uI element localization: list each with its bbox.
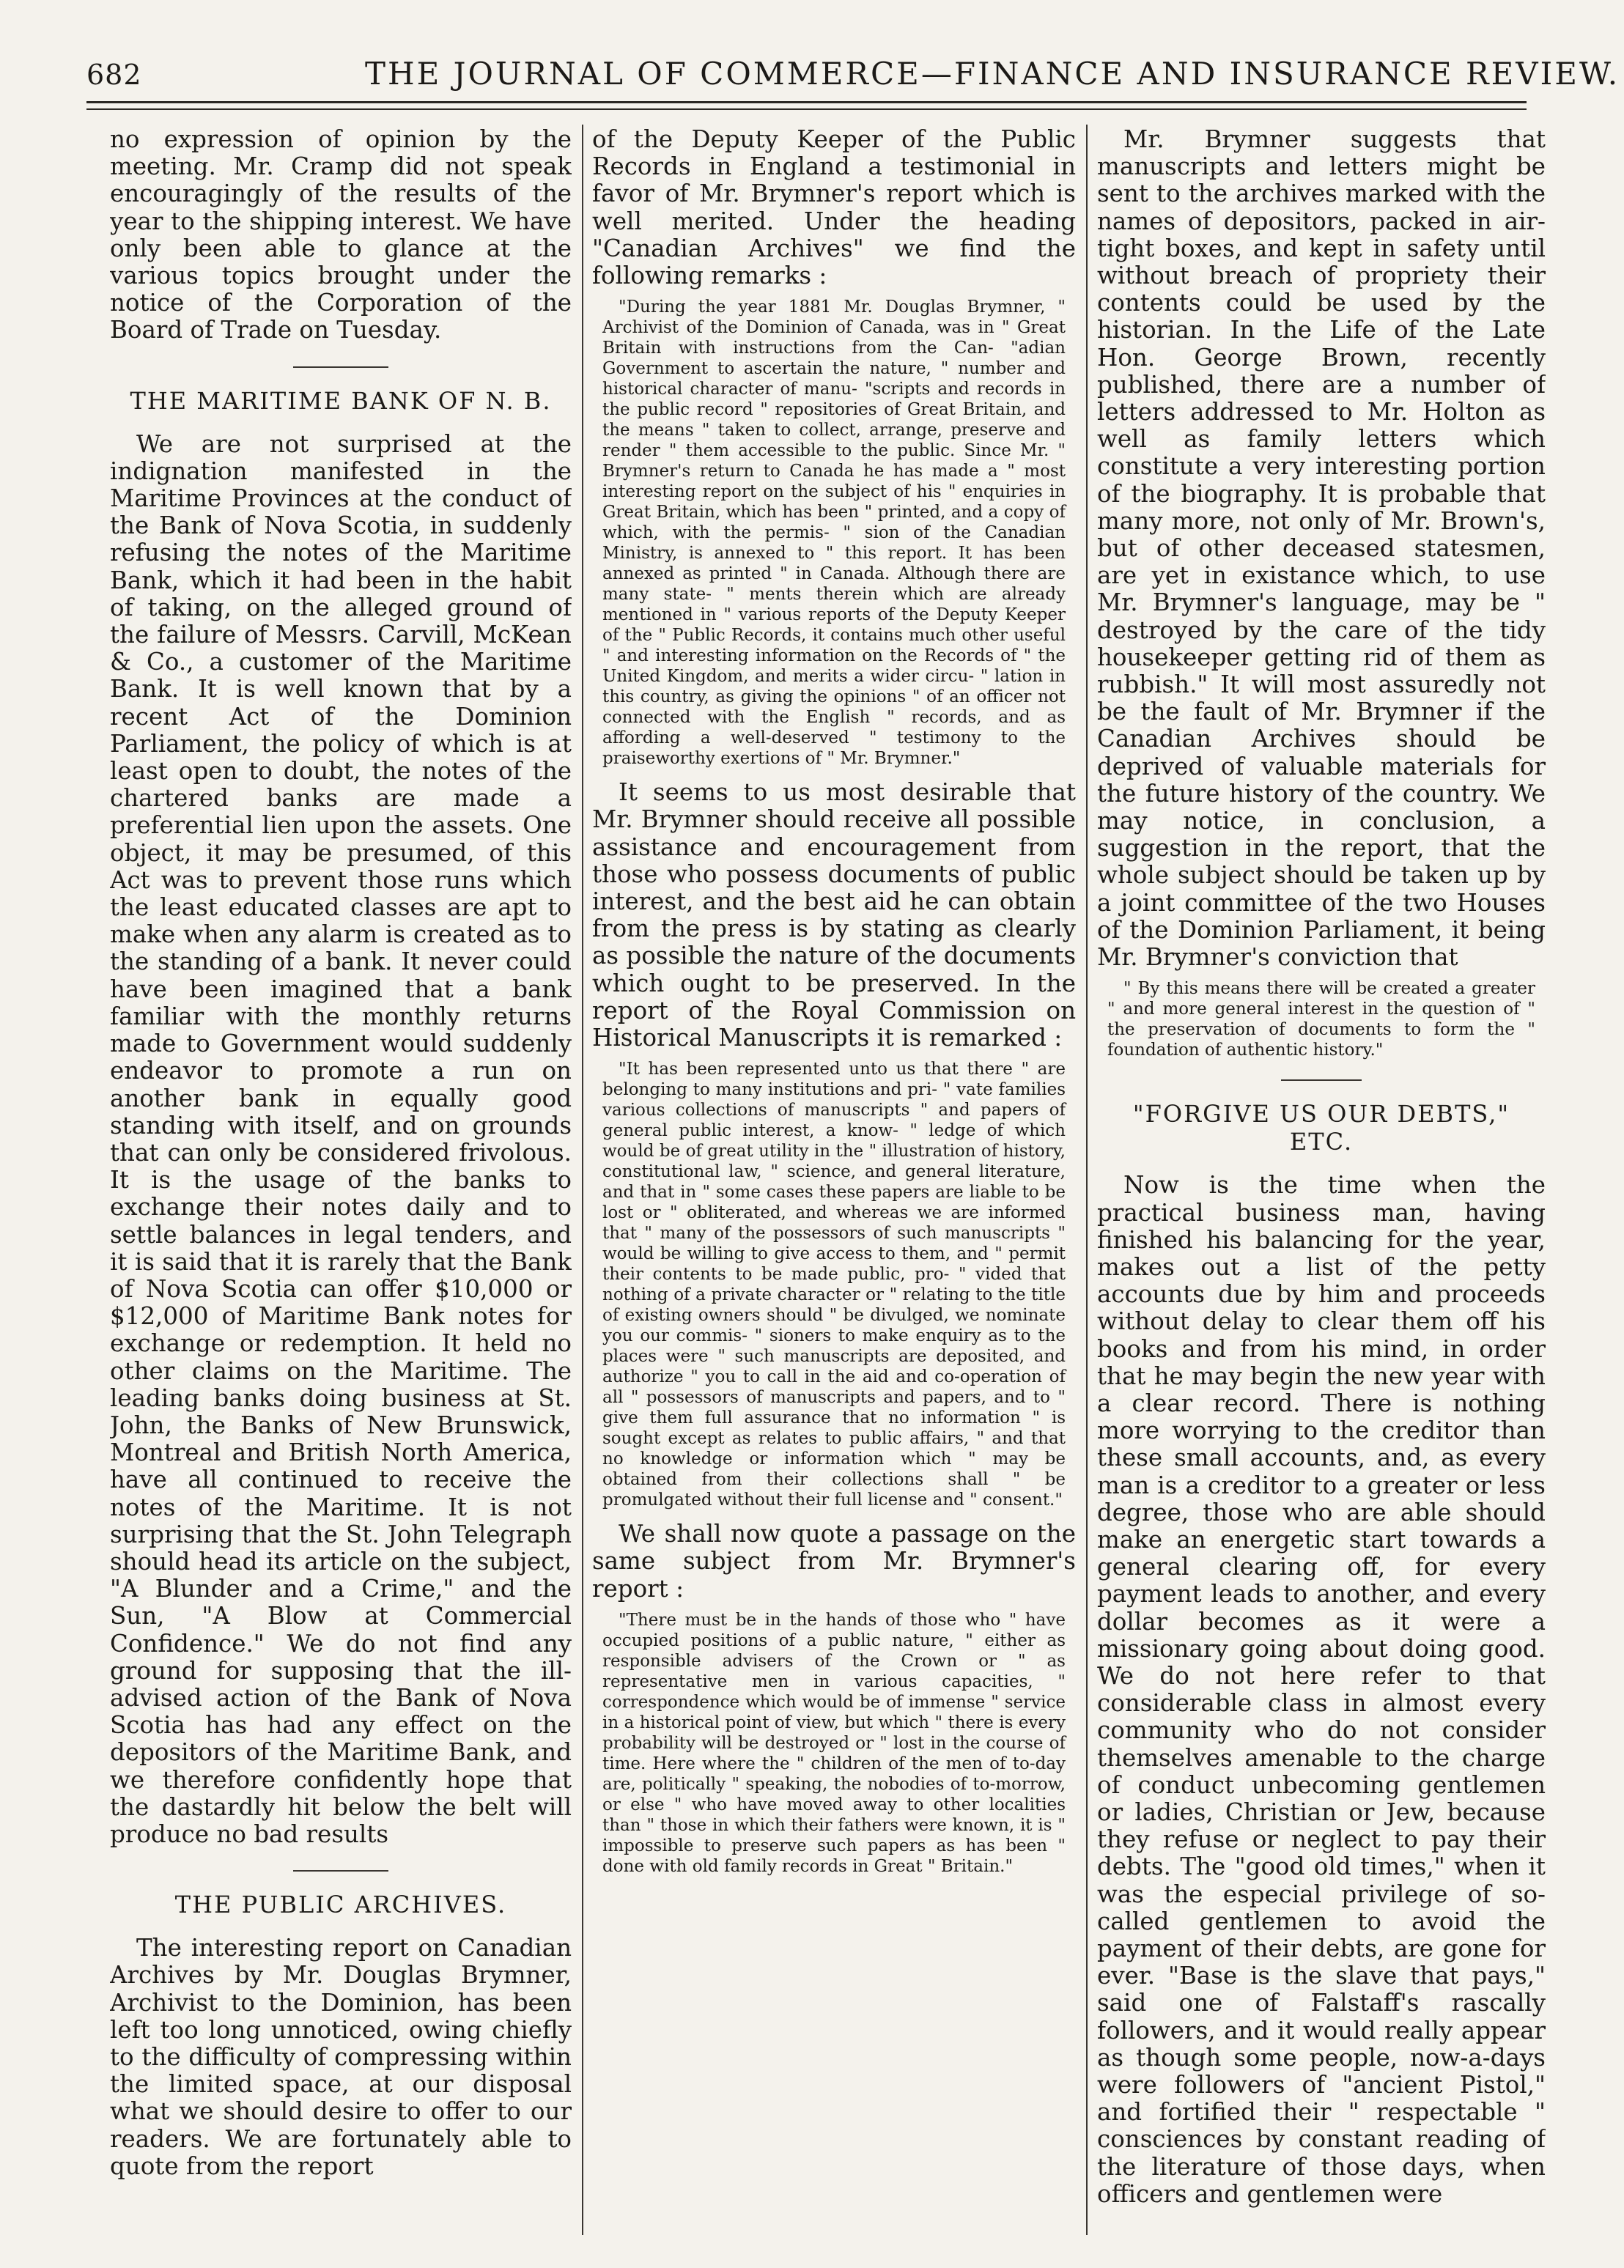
article-separator [1281, 1079, 1362, 1081]
article-separator [293, 366, 388, 368]
archives-continuation: of the Deputy Keeper of the Public Records in England a testimonial in favor of Mr. Brymner's report which is well merited. Under the heading "Canadian Archives" we find the following remarks : [592, 126, 1076, 290]
block-quote-brymner-report: "There must be in the hands of those who " have occupied positions of a public nature, " either as responsible advisers of the Crown or " as representative men in various capacities, " correspondence which would be of immense " service in a historical point of view, but which " there is every probability will be destroyed or " lost in the course of time. Here where the " children of the men of to-day are, politically " speaking, the nobodies of to-morrow, or else " who have moved away to other localities than " those in which their fathers were known, it is " impossible to preserve such papers as has been " done with old family records in Great " Britain." [602, 1610, 1066, 1876]
block-quote-royal-commission: "It has been represented unto us that there " are belonging to many institutions and pri- " vate families various collections of manuscripts " and papers of general public interest, a know- " ledge of which would be of great utility in the " illustration of history, constitutional law, " science, and general literature, and that in " some cases these papers are liable to be lost or " obliterated, and whereas we are informed that " many of the possessors of such manuscripts " would be willing to give access to them, and " permit their contents to be made public, pro- " vided that nothing of a private character or " relating to the title of existing owners should " be divulged, we nominate you our commis- " sioners to make enquiry as to the places were " such manuscripts are deposited, and authorize " you to call in the aid and co-operation of all " possessors of manuscripts and papers, and to " give them full assurance that no information " is sought except as relates to public affairs, " and that no knowledge or information which " may be obtained from their collections shall " be promulgated without their full license and " consent." [602, 1060, 1066, 1510]
block-quote-conviction: " By this means there will be created a greater " and more general interest in the question of " the preservation of documents to form the " foundation of authentic history." [1107, 979, 1535, 1060]
public-archives-heading: THE PUBLIC ARCHIVES. [174, 1891, 507, 1919]
header-rule-double [86, 108, 1527, 110]
block-quote-deputy-keeper: "During the year 1881 Mr. Douglas Brymner, " Archivist of the Dominion of Canada, was in " Great Britain with instructions from the Can- "adian Government to ascertain the nature, " number and historical character of manu- "scripts and records in the public record " repositories of Great Britain, and the means " taken to collect, arrange, preserve and render " them accessible to the public. Since Mr. " Brymner's return to Canada he has made a " most interesting report on the subject of his " enquiries in Great Britain, which has been " printed, and a copy of which, with the permis- " sion of the Canadian Ministry, is annexed to " this report. It has been annexed as printed " in Canada. Although there are many state- " ments therein which are already mentioned in " various reports of the Deputy Keeper of the " Public Records, it contains much other useful " and interesting information on the Records of " the United Kingdom, and merits a wider circu- " lation in this country, as giving the opinions " of an officer not connected with the English " records, and as affording a well-deserved " testimony to the praiseworthy exertions of " Mr. Brymner." [602, 298, 1066, 769]
maritime-bank-body: We are not surprised at the indignation manifested in the Maritime Provinces at the conduct of the Bank of Nova Scotia, in suddenly refusing the notes of the Maritime Bank, which it had been in the habit of taking, on the alleged ground of the failure of Messrs. Carvill, McKean & Co., a customer of the Maritime Bank. It is well known that by a recent Act of the Dominion Parliament, the policy of which is at least open to doubt, the notes of the chartered banks are made a preferential lien upon the assets. One object, it may be presumed, of this Act was to prevent those runs which the least educated classes are apt to make when any alarm is created as to the standing of a bank. It never could have been imagined that a bank familiar with the monthly returns made to Government would suddenly endeavor to promote a run on another bank in equally good standing with itself, and on grounds that can only be considered frivolous. It is the usage of the banks to exchange their notes daily and to settle balances in legal tenders, and it is said that it is rarely that the Bank of Nova Scotia can offer $10,000 or $12,000 of Maritime Bank notes for exchange or redemption. It held no other claims on the Maritime. The leading banks doing business at St. John, the Banks of New Brunswick, Montreal and British North America, have all continued to receive the notes of the Maritime. It is not surprising that the St. John Telegraph should head its article on the subject, "A Blunder and a Crime," and the Sun, "A Blow at Commercial Confidence." We do not find any ground for supposing that the ill-advised action of the Bank of Nova Scotia has had any effect on the depositors of the Maritime Bank, and we therefore confidently hope that the dastardly hit below the belt will produce no bad results [110, 429, 572, 1848]
article-separator [293, 1870, 388, 1872]
archives-paragraph-3: We shall now quote a passage on the same subject from Mr. Brymner's report : [592, 1520, 1076, 1603]
journal-title: THE JOURNAL OF COMMERCE—FINANCE AND INSURANCE REVIEW. [365, 56, 1620, 92]
header-rule [86, 101, 1527, 103]
forgive-debts-body: Now is the time when the practical business man, having finished his balancing for the year, makes out a list of the petty accounts due by him and proceeds without delay to clear them off his books and from his mind, in order that he may begin the new year with a clear record. There is nothing more worrying to the creditor than these small accounts, and, as every man is a creditor to a greater or less degree, those who are able should make an energetic start towards a general clearing off, for every payment leads to another, and every dollar becomes as it were a missionary going about doing good. We do not here refer to that considerable class in almost every community who do not consider themselves amenable to the charge of conduct unbecoming gentlemen or ladies, Christian or Jew, because they refuse or neglect to pay their debts. The "good old times," when it was the especial privilege of so-called gentlemen to avoid the payment of their debts, are gone for ever. "Base is the slave that pays," said one of Falstaff's rascally followers, and it would really appear as though some people, now-a-days were followers of "ancient Pistol," and fortified their " respectable " consciences by constant reading of the literature of those days, when officers and gentlemen were [1097, 1171, 1546, 2208]
column-1 [110, 126, 572, 2180]
column-rule-1 [582, 125, 583, 2235]
forgive-debts-heading: "FORGIVE US OUR DEBTS," ETC. [1132, 1100, 1510, 1156]
column-2 [592, 126, 1076, 1887]
article-continuation: no expression of opinion by the meeting. Mr. Cramp did not speak encouragingly of the results of the year to the shipping interest. We have only been able to glance at the various topics brought under the notice of the Corporation of the Board of Trade on Tuesday. [110, 126, 572, 344]
archives-paragraph-2: It seems to us most desirable that Mr. Brymner should receive all possible assistance and encouragement from those who possess documents of public interest, and the best aid he can obtain from the press is by stating as clearly as possible the nature of the documents which ought to be preserved. In the report of the Royal Commission on Historical Manuscripts it is remarked : [592, 778, 1076, 1052]
column-rule-2 [1086, 125, 1088, 2235]
running-head [86, 53, 1620, 97]
maritime-bank-heading: THE MARITIME BANK OF N. B. [130, 386, 552, 415]
archives-paragraph-4: Mr. Brymner suggests that manuscripts and letters might be sent to the archives marked with the names of depositors, packed in air-tight boxes, and kept in safety until without breach of propriety their contents could be used by the historian. In the Life of the Late Hon. George Brown, recently published, there are a number of letters addressed to Mr. Holton as well as family letters which constitute a very interesting portion of the biography. It is probable that many more, not only of Mr. Brown's, but of other deceased statesmen, are yet in existance which, to use Mr. Brymner's language, may be " destroyed by the care of the tidy housekeeper getting rid of them as rubbish." It will most assuredly not be the fault of Mr. Brymner if the Canadian Archives should be deprived of valuable materials for the future history of the country. We may notice, in conclusion, a suggestion in the report, that the whole subject should be taken up by a joint committee of the two Houses of the Dominion Parliament, it being Mr. Brymner's conviction that [1097, 126, 1546, 972]
column-3 [1097, 126, 1546, 2208]
public-archives-body: The interesting report on Canadian Archives by Mr. Douglas Brymner, Archivist to the Dominion, has been left too long unnoticed, owing chiefly to the difficulty of compressing within the limited space, at our disposal what we should desire to offer to our readers. We are fortunately able to quote from the report [110, 1934, 572, 2180]
page-number: 682 [86, 59, 142, 91]
